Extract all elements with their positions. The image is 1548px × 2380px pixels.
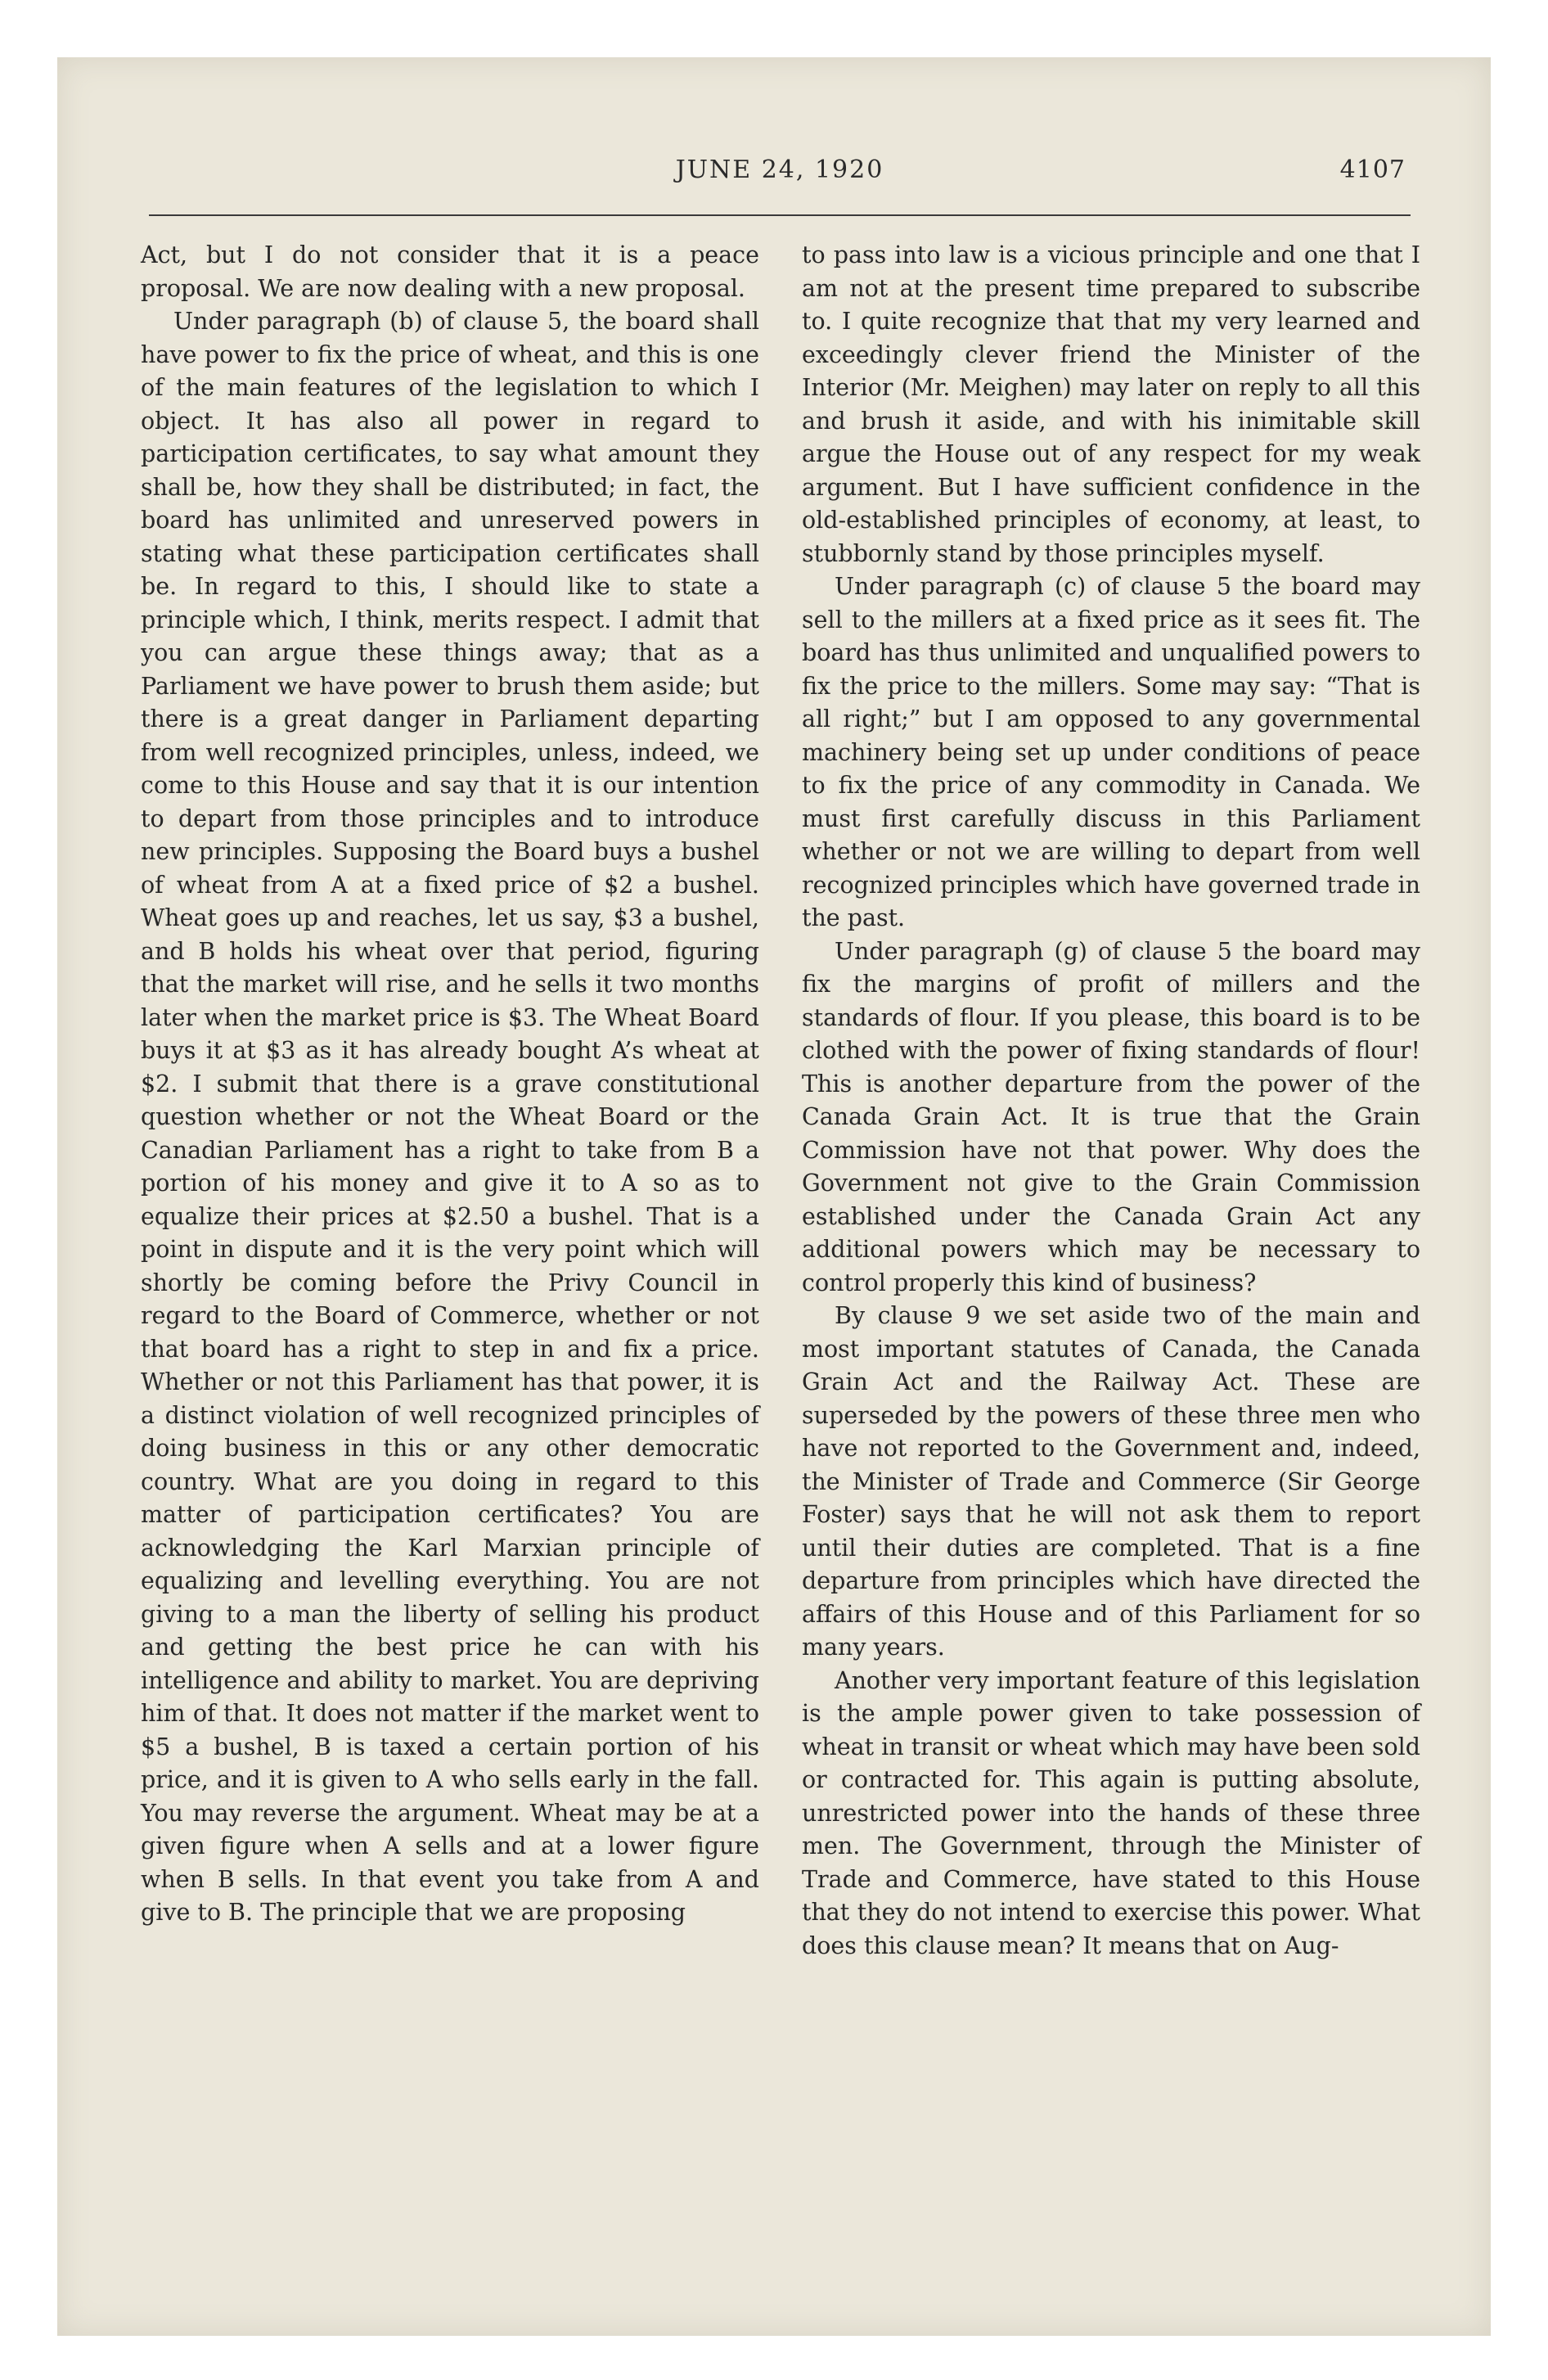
paragraph: Under paragraph (c) of clause 5 the board may sell to the millers at a fixed price as it sees fit. The board has thus unlimited and unqualified powers to fix the price to the millers. Some may say: “That is all right;” but I am opposed to any governmental machinery being set up under conditions of peace to fix the price of any commodity in Canada. We must first carefully discuss in this Parliament whether or not we are willing to depart from well recognized principles which have governed trade in the past. — [802, 573, 1420, 931]
page-header — [149, 156, 1411, 195]
paragraph: Under paragraph (b) of clause 5, the board shall have power to fix the price of wheat, and this is one of the main features of the legislation to which I object. It has also all power in regard to participation certificates, to say what amount they shall be, how they shall be distributed; in fact, the board has unlimited and unreserved powers in stating what these participation certificates shall be. In regard to this, I should like to state a principle which, I think, merits respect. I admit that you can argue these things away; that as a Parliament we have power to brush them aside; but there is a great danger in Parliament departing from well recognized principles, unless, indeed, we come to this House and say that it is our intention to depart from those principles and to introduce new principles. Supposing the Board buys a bushel of wheat from A at a fixed price of $2 a bushel. Wheat goes up and reaches, let us say, $3 a bushel, and B holds his wheat over that period, figuring that the market will rise, and he sells it two months later when the market price is $3. The Wheat Board buys it at $3 as it has already bought A’s wheat at $2. I submit that there is a grave constitutional question whether or not the Wheat Board or the Canadian Parliament has a right to take from B a portion of his money and give it to A so as to equalize their prices at $2.50 a bushel. That is a point in dispute and it is the very point which will shortly be coming before the Privy Council in regard to the Board of Commerce, whether or not that board has a right to step in and fix a price. Whether or not this Parliament has that power, it is a distinct violation of well recognized principles of doing business in this or any other democratic country. What are you doing in regard to this matter of participation certificates? You are acknowledging the Karl Marxian principle of equalizing and levelling everything. You are not giving to a man the liberty of selling his product and getting the best price he can with his intelligence and ability to market. You are depriving him of that. It does not matter if the market went to $5 a bushel, B is taxed a certain portion of his price, and it is given to A who sells early in the fall. You may reverse the argument. Wheat may be at a given figure when A sells and at a lower figure when B sells. In that event you take from A and give to B. The principle that we are proposing — [141, 308, 759, 1926]
paragraph: Under paragraph (g) of clause 5 the board may fix the margins of profit of millers and the standards of flour. If you please, this board is to be clothed with the power of fixing standards of flour! This is another departure from the power of the Canada Grain Act. It is true that the Grain Commission have not that power. Why does the Government not give to the Grain Commission established under the Canada Grain Act any additional powers which may be necessary to control properly this kind of business? — [802, 937, 1420, 1296]
left-column — [141, 239, 759, 1930]
paragraph: Another very important feature of this legislation is the ample power given to take possession of wheat in transit or wheat which may have been sold or contracted for. This again is putting absolute, unrestricted power into the hands of these three men. The Government, through the Minister of Trade and Commerce, have stated to this House that they do not intend to exercise this power. What does this clause mean? It means that on Aug- — [802, 1666, 1420, 1959]
paragraph: Act, but I do not consider that it is a peace proposal. We are now dealing with a new proposal. — [141, 241, 759, 302]
paragraph: to pass into law is a vicious principle and one that I am not at the present time prepared to subscribe to. I quite recognize that that my very learned and exceedingly clever friend the Minister of the Interior (Mr. Meighen) may later on reply to all this and brush it aside, and with his inimitable skill argue the House out of any respect for my weak argument. But I have sufficient confidence in the old-established principles of economy, at least, to stubbornly stand by those principles myself. — [802, 241, 1420, 567]
paragraph: By clause 9 we set aside two of the main and most important statutes of Canada, the Canada Grain Act and the Railway Act. These are superseded by the powers of these three men who have not reported to the Government and, indeed, the Minister of Trade and Commerce (Sir George Foster) says that he will not ask them to report until their duties are completed. That is a fine departure from principles which have directed the affairs of this House and of this Parliament for so many years. — [802, 1302, 1420, 1661]
header-rule — [149, 214, 1411, 216]
header-date: JUNE 24, 1920 — [675, 156, 884, 184]
page-number: 4107 — [1339, 156, 1406, 184]
right-column — [802, 239, 1420, 1963]
